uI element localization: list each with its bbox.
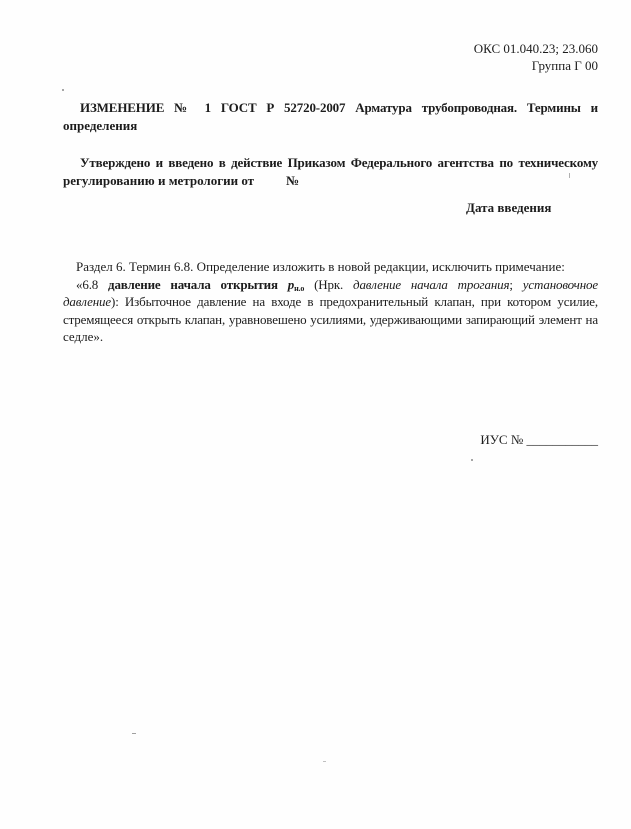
order-number-sign: № (286, 173, 300, 188)
approval-statement (63, 154, 598, 190)
term-definition (63, 276, 598, 345)
deprecated-term: давление начала трогания (353, 277, 510, 292)
deprecated-term-part: давление (63, 294, 112, 310)
term-symbol (288, 277, 305, 292)
effective-date-label: Дата введения (466, 200, 552, 215)
title-line: определения (63, 118, 138, 133)
defined-term: давление начала открытия (108, 277, 278, 292)
ius-reference (480, 431, 598, 449)
definition-line (63, 276, 598, 293)
approval-line (63, 172, 598, 190)
approval-date-text: регулированию и метрологии от (63, 173, 255, 188)
amendment-instruction: Раздел 6. Термин 6.8. Определение изложить в новой редакции, исключить примечание: (76, 259, 565, 274)
group-code: Группа Г 00 (531, 58, 598, 73)
scan-speck (132, 733, 136, 734)
deprecated-term-part: установочное (522, 277, 598, 292)
approval-line: Утверждено и введено в действие Приказом Федерального агентства по техническому (80, 155, 598, 170)
definition-opening: «6.8 (76, 277, 99, 292)
scan-speck (471, 459, 473, 461)
title-line: ИЗМЕНЕНИЕ № 1 ГОСТ Р 52720-2007 Арматура трубопроводная. Термины и (80, 100, 598, 115)
scan-speck (62, 89, 64, 91)
symbol-letter: p (287, 277, 295, 292)
definition-line: стремящееся открыть клапан, уравновешено усилиями, удерживающими запирающий элемент на (63, 311, 598, 327)
symbol-subscript: н.о (294, 284, 305, 293)
ius-label: ИУС № (480, 432, 524, 447)
definition-text: ): Избыточное давление на входе в предохранительный клапан, при котором усилие, (111, 294, 598, 310)
scan-speck (323, 761, 326, 762)
amendment-title (63, 99, 598, 135)
deprecated-prefix: (Нрк. (314, 277, 344, 292)
scan-speck (569, 173, 570, 178)
ius-number-blank: ___________ (526, 432, 598, 447)
deprecated-separator: ; (509, 277, 513, 292)
definition-line: седле». (63, 328, 104, 344)
definition-line (63, 293, 598, 310)
classification-code: ОКС 01.040.23; 23.060 (473, 41, 598, 56)
document-header (474, 40, 598, 74)
